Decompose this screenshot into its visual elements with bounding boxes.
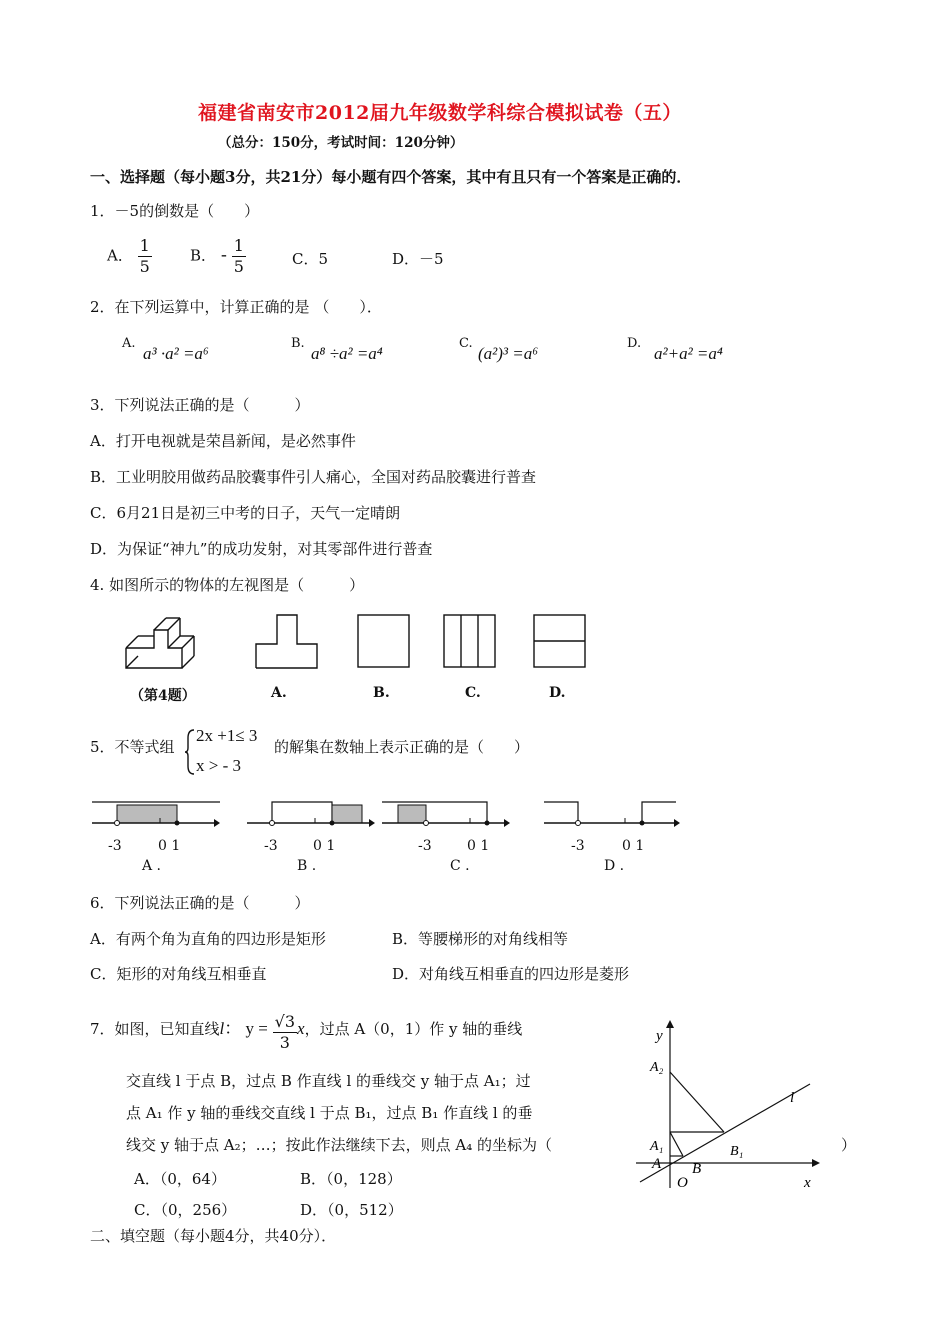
- q7-fig-b-label: B: [692, 1161, 702, 1177]
- q1-stem: 1．－5的倒数是（ ）: [90, 202, 260, 220]
- q5-numberline-b: [245, 796, 375, 832]
- q1-option-b: [190, 236, 246, 277]
- q5-numberline-a: [90, 796, 220, 832]
- section-2-heading: 二、填空题（每小题4分，共40分）．: [90, 1227, 337, 1245]
- q1-a-fraction: [138, 236, 152, 277]
- q7-fig-a2-label: A₂: [650, 1060, 664, 1075]
- q2-a-expr: a³ ·a² =a⁶: [143, 344, 209, 363]
- q7-slope-fraction: [273, 1012, 297, 1053]
- q4-option-b-figure: [357, 614, 411, 670]
- q5-d-tick-01: 0 1: [622, 838, 645, 854]
- q5-b-tick-01: 0 1: [313, 838, 336, 854]
- q4-caption: （第4题）: [130, 688, 196, 704]
- q7-l1-pre: 7．如图，已知直线: [90, 1020, 220, 1038]
- q3-option-a: A．打开电视就是荣昌新闻，是必然事件: [90, 432, 356, 450]
- q2-d-expr: a²+a² =a⁴: [654, 344, 723, 363]
- q6-option-b: B．等腰梯形的对角线相等: [392, 930, 569, 948]
- q5-label-c: C .: [450, 858, 470, 874]
- q7-option-b: B．（0，128）: [300, 1170, 402, 1188]
- q7-slope-num: √3: [274, 1012, 296, 1031]
- q2-b-label: B.: [291, 336, 305, 351]
- q5-b-tick-neg3: -3: [264, 838, 278, 854]
- q5-c-tick-01: 0 1: [467, 838, 490, 854]
- q7-fig-a-label: A: [652, 1156, 662, 1172]
- q7-fig-y-label: y: [656, 1028, 663, 1044]
- q7-line-2: 交直线 l 于点 B，过点 B 作直线 l 的垂线交 y 轴于点 A₁；过: [126, 1072, 531, 1090]
- q6-stem: 6．下列说法正确的是（ ）: [90, 894, 310, 912]
- q1-a-label: A．: [107, 246, 133, 265]
- q7-l1-l: l: [219, 1019, 225, 1038]
- q1-b-den: 5: [233, 257, 244, 276]
- q2-a-label: A.: [122, 336, 136, 351]
- q7-fig-b1-label: B₁: [730, 1144, 744, 1159]
- q1-b-fraction: [232, 236, 246, 277]
- q3-option-c: C．6月21日是初三中考的日子，天气一定晴朗: [90, 504, 401, 522]
- q4-option-d-figure: [533, 614, 587, 670]
- exam-info: （总分：150分，考试时间：120分钟）: [218, 135, 464, 151]
- q1-option-d: D．－5: [392, 250, 444, 268]
- q4-label-a: A.: [271, 685, 287, 701]
- section-1-heading: 一、选择题（每小题3分，共21分）每小题有四个答案，其中有且只有一个答案是正确的．: [90, 168, 692, 186]
- q7-line-4: 线交 y 轴于点 A₂；…；按此作法继续下去，则点 A₄ 的坐标为（: [126, 1136, 553, 1154]
- q7-answer-close: ）: [841, 1136, 857, 1154]
- q4-option-c-figure: [443, 614, 497, 670]
- q5-stem-post: 的解集在数轴上表示正确的是（ ）: [274, 738, 530, 756]
- q4-solid-figure: [118, 608, 208, 678]
- q5-inequality-2: x > - 3: [196, 756, 241, 775]
- q5-c-tick-neg3: -3: [418, 838, 432, 854]
- q5-a-tick-neg3: -3: [108, 838, 122, 854]
- q7-line-1: [90, 1012, 522, 1053]
- q6-option-a: A．有两个角为直角的四边形是矩形: [90, 930, 326, 948]
- q7-line-3: 点 A₁ 作 y 轴的垂线交直线 l 于点 B₁，过点 B₁ 作直线 l 的垂: [126, 1104, 533, 1122]
- q1-b-num: 1: [233, 236, 244, 255]
- q4-option-a-figure: [255, 614, 321, 670]
- q7-fig-a1-label: A₁: [650, 1139, 664, 1154]
- q5-label-a: A .: [142, 858, 162, 874]
- q7-option-d: D．（0，512）: [300, 1201, 403, 1219]
- q4-label-c: C.: [465, 685, 481, 701]
- q1-a-num: 1: [139, 236, 150, 255]
- q1-b-sign: -: [220, 244, 227, 266]
- q7-l1-post: ，过点 A（0，1）作 y 轴的垂线: [304, 1020, 523, 1038]
- q2-c-expr: (a²)³ =a⁶: [478, 344, 539, 363]
- q2-d-label: D.: [627, 336, 642, 351]
- q4-label-b: B.: [373, 685, 390, 701]
- q3-option-d: D．为保证“神九”的成功发射，对其零部件进行普查: [90, 540, 433, 558]
- q7-fig-x-label: x: [804, 1175, 811, 1191]
- q7-l1-eq: ： y =: [224, 1019, 268, 1038]
- q7-l1-x: x: [297, 1019, 305, 1038]
- q2-c-label: C.: [459, 336, 473, 351]
- q1-option-a: [107, 236, 152, 277]
- q1-option-c: C．5: [292, 250, 329, 268]
- q7-option-c: C．（0，256）: [134, 1201, 237, 1219]
- q1-a-den: 5: [139, 257, 150, 276]
- q5-label-b: B .: [297, 858, 317, 874]
- q4-label-d: D.: [549, 685, 566, 701]
- q5-label-d: D .: [604, 858, 625, 874]
- q3-stem: 3．下列说法正确的是（ ）: [90, 396, 310, 414]
- q6-option-d: D．对角线互相垂直的四边形是菱形: [392, 965, 630, 983]
- q5-inequality-1: 2x +1≤ 3: [196, 726, 258, 745]
- q2-b-expr: a⁸ ÷a² =a⁴: [311, 344, 383, 363]
- q7-figure: [632, 1020, 822, 1190]
- q5-numberline-c: [380, 796, 510, 832]
- q5-stem-pre: 5．不等式组: [90, 738, 175, 756]
- q1-b-label: B．: [190, 246, 217, 265]
- q7-fig-l-label: l: [790, 1090, 795, 1106]
- q5-numberline-d: [540, 796, 680, 832]
- q6-option-c: C．矩形的对角线互相垂直: [90, 965, 267, 983]
- q4-stem: 4. 如图所示的物体的左视图是（ ）: [90, 576, 365, 594]
- q5-d-tick-neg3: -3: [571, 838, 585, 854]
- q5-brace: [184, 728, 196, 776]
- q3-option-b: B．工业明胶用做药品胶囊事件引人痛心，全国对药品胶囊进行普查: [90, 468, 537, 486]
- q7-option-a: A．（0，64）: [134, 1170, 226, 1188]
- page-title: 福建省南安市2012届九年级数学科综合模拟试卷（五）: [198, 102, 682, 124]
- q5-a-tick-01: 0 1: [158, 838, 181, 854]
- q7-fig-o-label: O: [677, 1175, 688, 1191]
- q2-stem: 2．在下列运算中，计算正确的是 （ ）．: [90, 298, 382, 316]
- q7-slope-den: 3: [279, 1033, 290, 1052]
